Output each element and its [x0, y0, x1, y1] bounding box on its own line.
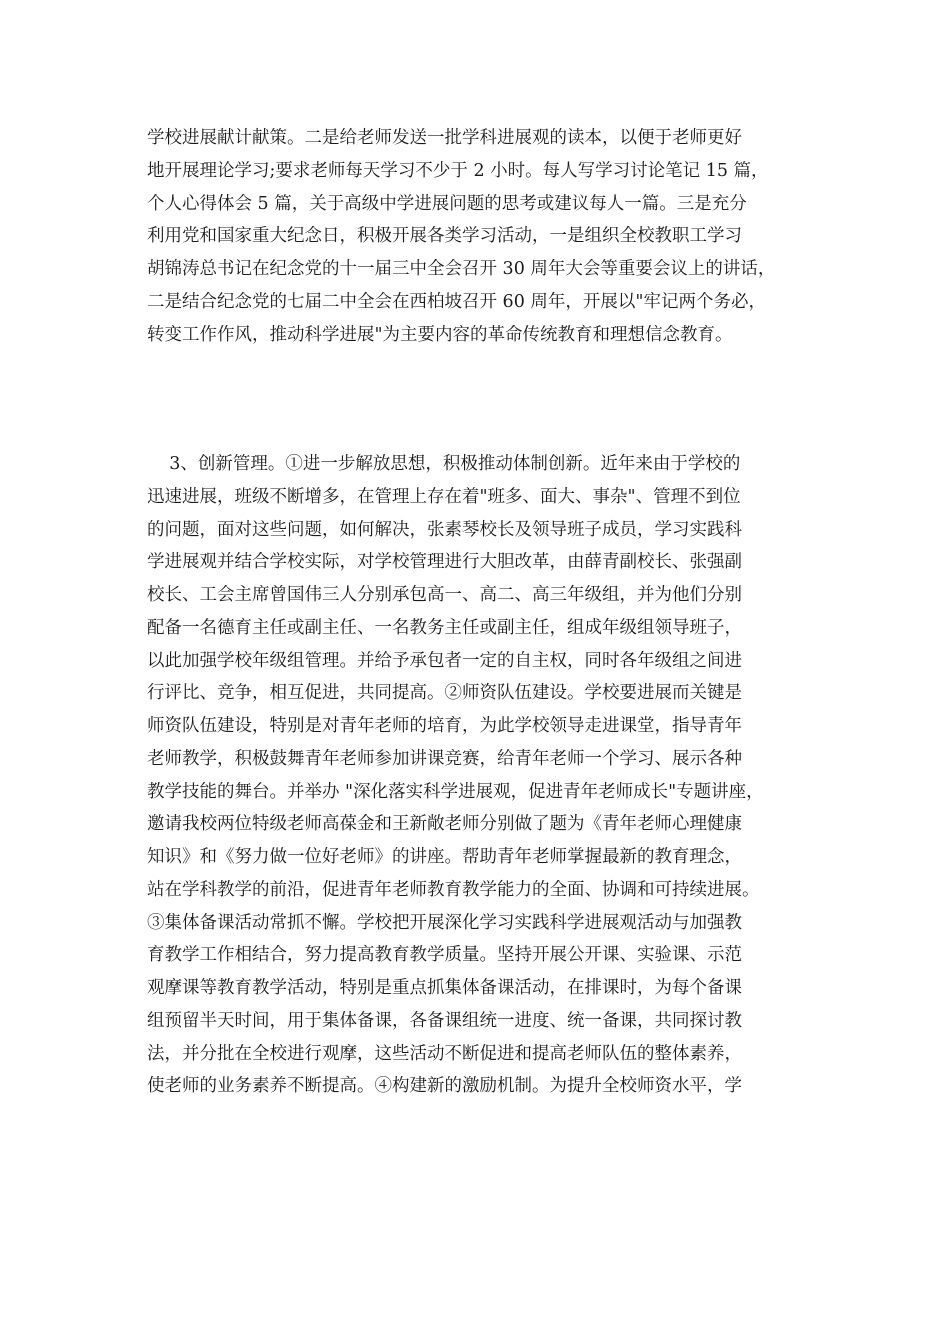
text-line: 地开展理论学习;要求老师每天学习不少于 2 小时。每人写学习讨论笔记 15 篇，	[147, 160, 769, 181]
text-line: 知识》和《努力做一位好老师》的讲座。帮助青年老师掌握最新的教育理念，	[147, 847, 742, 867]
text-line: 老师教学，积极鼓舞青年老师参加讲课竞赛，给青年老师一个学习、展示各种	[147, 748, 742, 769]
text-line: 师资队伍建设，特别是对青年老师的培育，为此学校领导走进课堂，指导青年	[147, 716, 742, 736]
text-line: 校长、工会主席曾国伟三人分别承包高一、高二、高三年级组，并为他们分别	[147, 585, 742, 605]
text-line: 迅速进展，班级不断增多，在管理上存在着"班多、面大、事杂"、管理不到位	[147, 486, 741, 507]
text-line: 二是结合纪念党的七届二中全会在西柏坡召开 60 周年，开展以"牢记两个务必，	[147, 291, 766, 312]
text-line: ③集体备课活动常抓不懈。学校把开展深化学习实践科学进展观活动与加强教	[147, 912, 742, 933]
text-line: 以此加强学校年级组管理。并给予承包者一定的自主权，同时各年级组之间进	[147, 650, 742, 671]
text-line: 育教学工作相结合，努力提高教育教学质量。坚持开展公开课、实验课、示范	[147, 945, 742, 966]
text-line: 教学技能的舞台。并举办 "深化落实科学进展观，促进青年老师成长"专题讲座，	[147, 781, 764, 802]
text-line: 邀请我校两位特级老师高葆金和王新敞老师分别做了题为《青年老师心理健康	[147, 814, 742, 835]
text-line: 观摩课等教育教学活动，特别是重点抓集体备课活动，在排课时，为每个备课	[147, 978, 742, 998]
text-line: 3、创新管理。①进一步解放思想，积极推动体制创新。近年来由于学校的	[147, 454, 741, 474]
text-line: 的问题，面对这些问题，如何解决，张素琴校长及领导班子成员，学习实践科	[147, 519, 742, 540]
text-line: 行评比、竞争，相互促进，共同提高。②师资队伍建设。学校要进展而关键是	[147, 683, 742, 704]
paragraph-study-activities	[147, 122, 812, 352]
text-line: 利用党和国家重大纪念日，积极开展各类学习活动，一是组织全校教职工学习	[147, 226, 742, 247]
text-line: 组预留半天时间，用于集体备课，各备课组统一进度、统一备课，共同探讨教	[147, 1010, 742, 1031]
paragraph-innovation-management	[147, 448, 812, 1103]
text-line: 配备一名德育主任或副主任、一名教务主任或副主任，组成年级组领导班子，	[147, 617, 742, 638]
text-line: 胡锦涛总书记在纪念党的十一届三中全会召开 30 周年大会等重要会议上的讲话，	[147, 259, 776, 280]
text-line: 法，并分批在全校进行观摩，这些活动不断促进和提高老师队伍的整体素养，	[147, 1043, 742, 1064]
text-line: 学进展观并结合学校实际，对学校管理进行大胆改革，由薛青副校长、张强副	[147, 552, 742, 573]
text-line: 转变工作作风，推动科学进展"为主要内容的革命传统教育和理想信念教育。	[147, 324, 733, 345]
text-line: 站在学科教学的前沿，促进青年老师教育教学能力的全面、协调和可持续进展。	[147, 879, 760, 900]
text-line: 使老师的业务素养不断提高。④构建新的激励机制。为提升全校师资水平，学	[147, 1076, 742, 1097]
text-line: 个人心得体会 5 篇，关于高级中学进展问题的思考或建议每人一篇。三是充分	[147, 193, 747, 214]
text-line: 学校进展献计献策。二是给老师发送一批学科进展观的读本，以便于老师更好	[147, 128, 742, 148]
